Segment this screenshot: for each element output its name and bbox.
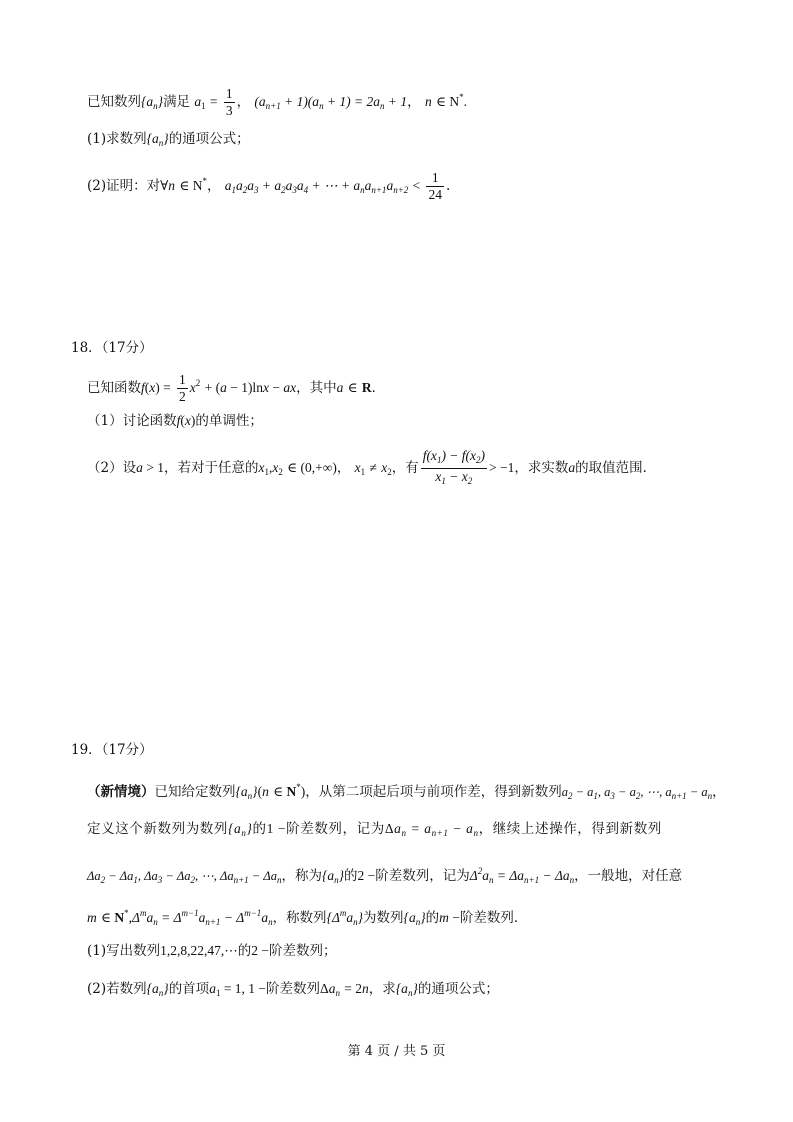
q19-line2: 定义这个新数列为数列$\{a_n\}$的1 −阶差数列，记为$\Delta a_n = a_{n+1} - a_n$，继续上述操作，得到新数列 bbox=[87, 821, 662, 838]
q19-line1: （新情境）已知给定数列$\{a_n\}(n$ ∈ N*)，从第二项起后项与前项作差，得到新数列$a_2 - a_1$, $a_3 - a_2$, ⋯, $a_{n+1} - a_n$， bbox=[87, 782, 726, 801]
q19-part1: (1)写出数列1,2,8,22,47,⋯的2 −阶差数列； bbox=[87, 943, 337, 959]
page-footer: 第 4 页 / 共 5 页 bbox=[347, 1044, 446, 1059]
q18-part2: （2）设a > 1，若对于任意的$x_1,x_2$ ∈ (0,+∞)， $x_1 \ne x_2$，有 $\frac{f(x_1) - f(x_2)}{x_1 - x_2}$ > −1，求实数a的取值范围． bbox=[87, 448, 656, 489]
fraction-difference-quotient: $\frac{f(x_1) - f(x_2)}{x_1 - x_2}$ bbox=[422, 448, 486, 486]
fraction-one-third: $\frac{1}{3}$ bbox=[225, 86, 233, 118]
q18-header: 18．（17分） bbox=[71, 340, 153, 356]
fraction-one-24th: $\frac{1}{24}$ bbox=[428, 170, 442, 202]
q17-given: 已知数列$\{a_n\}$满足 $a_1$ = $\frac{1}{3}$ ， $(a_{n+1} + 1)(a_n + 1) = 2a_n + 1$， n ∈ N*. bbox=[87, 86, 467, 118]
q19-part2: (2)若数列$\{a_n\}$的首项$a_1 = 1$, 1 −阶差数列$\Delta a_n = 2n$，求$\{a_n\}$的通项公式； bbox=[87, 981, 499, 998]
q18-given: 已知函数f(x) = $\frac{1}{2}$ $x^2 + (a - 1)\ln x$ − ax，其中a ∈ R． bbox=[87, 372, 386, 404]
q17-part2: (2)证明：对∀n ∈ N*， $a_1a_2a_3 + a_2a_3a_4$ + ⋯ + $a_na_{n+1}a_{n+2}$ < $\frac{1}{24}$ . bbox=[87, 170, 451, 202]
q18-part1: （1）讨论函数f(x)的单调性； bbox=[87, 413, 263, 429]
q19-tag: （新情境） bbox=[87, 784, 155, 800]
q17-part1: (1)求数列$\{a_n\}$的通项公式； bbox=[87, 131, 250, 148]
fraction-one-half: $\frac{1}{2}$ bbox=[179, 372, 186, 404]
q19-line4: m ∈ $N^*,\Delta^ma_n = \Delta^{m-1}a_{n+1} - \Delta^{m-1}a_n$，称数列$\{\Delta^ma_n\}$为数列$\{a_n\}$的m −阶差数列． bbox=[87, 908, 528, 927]
q19-line3: $\Delta a_2 - \Delta a_1$, $\Delta a_3 - \Delta a_2$, ⋯, $\Delta a_{n+1} - \Delta a_n$，称为$\{a_n\}$的2 −阶差数列，记为$\Delta^2a_n = \Delta a_{n+1} - \Delta a_n$，一般地，对任意 bbox=[87, 866, 683, 885]
q19-header: 19．（17分） bbox=[71, 742, 153, 758]
